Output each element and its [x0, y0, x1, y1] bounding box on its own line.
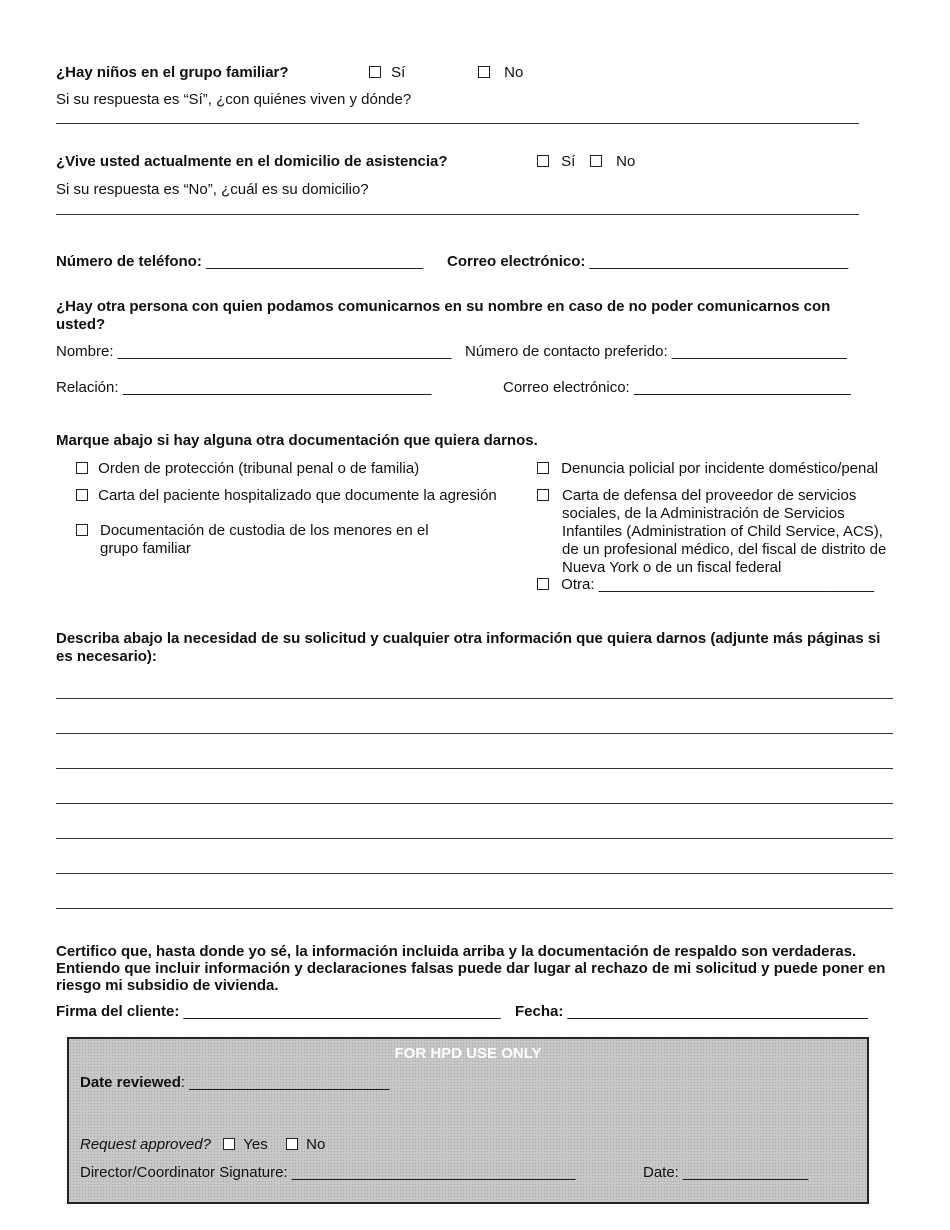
approved-yes-label: Yes	[243, 1136, 268, 1153]
approved-no-label: No	[306, 1136, 326, 1153]
phone-field[interactable]: __________________________	[206, 253, 423, 270]
children-followup: Si su respuesta es “Sí”, ¿con quiénes viven y dónde?	[56, 91, 412, 108]
phone-row	[56, 253, 423, 270]
request-approved-label: Request approved?	[80, 1136, 211, 1153]
date-reviewed-label: Date reviewed	[80, 1074, 181, 1091]
date-label: Fecha:	[515, 1003, 564, 1020]
email-row	[447, 253, 848, 270]
preferred-contact-label: Número de contacto preferido:	[465, 343, 668, 360]
residence-question: ¿Vive usted actualmente en el domicilio de asistencia?	[56, 153, 448, 170]
children-no-label: No	[504, 64, 524, 81]
alternate-name-row	[56, 343, 451, 360]
doc-protection-checkbox[interactable]	[76, 462, 88, 474]
alternate-contact-question: ¿Hay otra persona con quien podamos comunicarnos en su nombre en caso de no poder comunicarnos con usted?	[56, 298, 831, 333]
describe-lines[interactable]	[56, 698, 893, 943]
request-approved-row	[80, 1136, 325, 1153]
residence-no-label: No	[616, 153, 636, 170]
doc-option-hospital[interactable]	[76, 487, 497, 504]
date-field[interactable]: ____________________________________	[567, 1003, 868, 1020]
children-no-checkbox[interactable]	[478, 66, 490, 78]
alternate-email-row	[503, 379, 851, 396]
email-field[interactable]: _______________________________	[589, 253, 849, 270]
date-reviewed-field[interactable]: ________________________	[189, 1074, 390, 1091]
children-question: ¿Hay niños en el grupo familiar?	[56, 64, 289, 81]
doc-hospital-checkbox[interactable]	[76, 489, 88, 501]
residence-no-checkbox[interactable]	[590, 155, 602, 167]
describe-line[interactable]	[56, 768, 893, 769]
documentation-heading: Marque abajo si hay alguna otra documentación que quiera darnos.	[56, 432, 538, 449]
residence-yes-label: Sí	[561, 153, 576, 170]
date-reviewed-row	[80, 1074, 389, 1091]
hpd-use-only-box	[67, 1037, 869, 1204]
phone-label: Número de teléfono:	[56, 253, 202, 270]
director-signature-label: Director/Coordinator Signature:	[80, 1164, 288, 1181]
doc-other-checkbox[interactable]	[537, 578, 549, 590]
hpd-date-row	[643, 1164, 808, 1181]
date-reviewed-colon: :	[180, 1074, 186, 1091]
preferred-contact-field[interactable]: _____________________	[671, 343, 847, 360]
alternate-email-label: Correo electrónico:	[503, 379, 630, 396]
doc-protection-label: Orden de protección (tribunal penal o de familia)	[98, 460, 420, 477]
doc-option-police[interactable]	[537, 460, 878, 477]
doc-option-custody[interactable]	[76, 522, 476, 558]
director-signature-row	[80, 1164, 575, 1181]
describe-line[interactable]	[56, 908, 893, 909]
doc-custody-checkbox[interactable]	[76, 524, 88, 536]
relation-label: Relación:	[56, 379, 119, 396]
describe-heading: Describa abajo la necesidad de su solicitud y cualquier otra información que quiera darnos (adjunte más páginas si es necesario):	[56, 630, 881, 665]
approved-yes-checkbox[interactable]	[223, 1138, 235, 1150]
residence-answer-line[interactable]	[56, 214, 859, 215]
doc-other-label: Otra:	[561, 576, 595, 593]
hpd-date-label: Date:	[643, 1164, 679, 1181]
children-no-option[interactable]	[478, 64, 523, 81]
doc-option-other[interactable]	[537, 576, 874, 593]
residence-yes-checkbox[interactable]	[537, 155, 549, 167]
date-row	[515, 1003, 868, 1020]
alternate-email-field[interactable]: __________________________	[633, 379, 851, 396]
residence-no-option[interactable]	[590, 153, 635, 170]
describe-line[interactable]	[56, 838, 893, 839]
doc-police-checkbox[interactable]	[537, 462, 549, 474]
relation-row	[56, 379, 431, 396]
signature-label: Firma del cliente:	[56, 1003, 180, 1020]
hpd-date-field[interactable]: _______________	[683, 1164, 809, 1181]
describe-line[interactable]	[56, 733, 893, 734]
doc-advocate-label: Carta de defensa del proveedor de servicios sociales, de la Administración de Servicios Infantiles (Administration of Child Service, ACS), de un profesional médico, del fiscal de distrito de Nueva York o de un fiscal federal	[562, 487, 887, 576]
relation-field[interactable]: _____________________________________	[122, 379, 432, 396]
signature-field[interactable]: ______________________________________	[183, 1003, 501, 1020]
alternate-name-field[interactable]: ________________________________________	[117, 343, 452, 360]
children-yes-checkbox[interactable]	[369, 66, 381, 78]
children-answer-line[interactable]	[56, 123, 859, 124]
doc-hospital-label: Carta del paciente hospitalizado que documente la agresión	[98, 487, 497, 504]
hpd-title: FOR HPD USE ONLY	[394, 1045, 542, 1062]
residence-yes-option[interactable]	[537, 153, 575, 170]
email-label: Correo electrónico:	[447, 253, 586, 270]
doc-custody-label: Documentación de custodia de los menores en el grupo familiar	[100, 522, 429, 557]
children-yes-option[interactable]	[369, 64, 405, 81]
alternate-name-label: Nombre:	[56, 343, 114, 360]
residence-followup: Si su respuesta es “No”, ¿cuál es su domicilio?	[56, 181, 369, 198]
approved-no-checkbox[interactable]	[286, 1138, 298, 1150]
preferred-contact-row	[465, 343, 847, 360]
describe-line[interactable]	[56, 698, 893, 699]
signature-row	[56, 1003, 501, 1020]
children-yes-label: Sí	[391, 64, 406, 81]
doc-other-field[interactable]: _________________________________	[598, 576, 874, 593]
doc-advocate-checkbox[interactable]	[537, 489, 549, 501]
director-signature-field[interactable]: __________________________________	[291, 1164, 576, 1181]
describe-line[interactable]	[56, 873, 893, 874]
doc-option-protection[interactable]	[76, 460, 419, 477]
certification-text: Certifico que, hasta donde yo sé, la información incluida arriba y la documentación de respaldo son verdaderas. Entiendo que incluir información y declaraciones falsas puede dar lugar al rechazo de mi solicitud y puede poner en riesgo mi subsidio de vivienda.	[56, 943, 886, 994]
doc-option-advocate[interactable]	[537, 487, 897, 577]
describe-line[interactable]	[56, 803, 893, 804]
doc-police-label: Denuncia policial por incidente doméstico/penal	[561, 460, 879, 477]
